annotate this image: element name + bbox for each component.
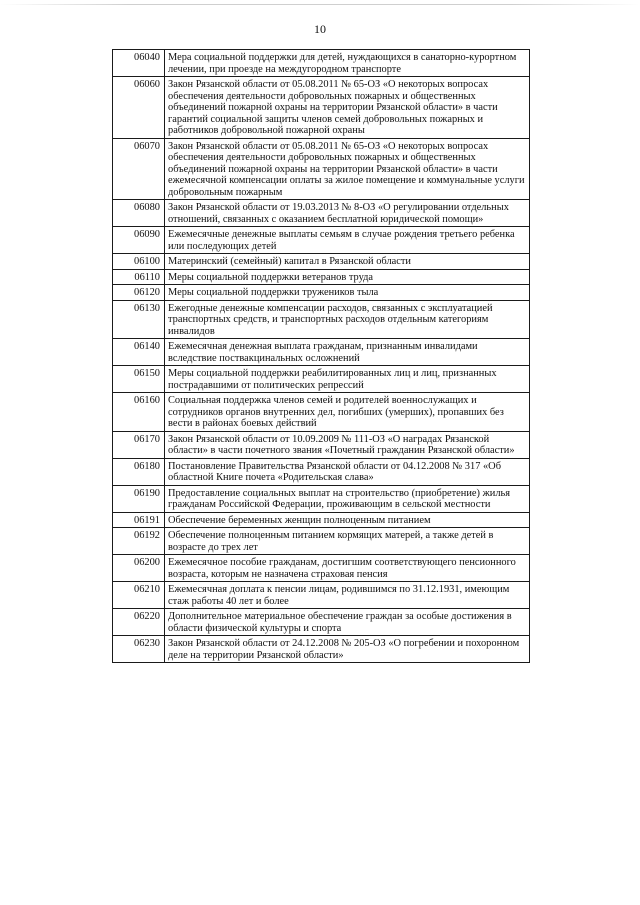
row-description: Ежемесячная доплата к пенсии лицам, родившимся по 31.12.1931, имеющим стаж работы 40 лет и более <box>165 582 530 609</box>
row-description: Предоставление социальных выплат на строительство (приобретение) жилья гражданам Российской Федерации, проживающим в сельской местности <box>165 485 530 512</box>
table-row <box>113 485 530 512</box>
row-description: Социальная поддержка членов семей и родителей военнослужащих и сотрудников органов внутренних дел, погибших (умерших), пропавших без вести в районах боевых действий <box>165 393 530 432</box>
table-row <box>113 582 530 609</box>
row-code: 06180 <box>113 458 165 485</box>
row-code: 06140 <box>113 339 165 366</box>
row-code: 06230 <box>113 636 165 663</box>
row-description: Обеспечение полноценным питанием кормящих матерей, а также детей в возрасте до трех лет <box>165 528 530 555</box>
row-description: Постановление Правительства Рязанской области от 04.12.2008 № 317 «Об областной Книге почета «Родительская слава» <box>165 458 530 485</box>
table-row <box>113 609 530 636</box>
table-row <box>113 300 530 339</box>
row-code: 06130 <box>113 300 165 339</box>
page-number: 10 <box>314 22 326 36</box>
row-description: Обеспечение беременных женщин полноценным питанием <box>165 512 530 528</box>
table-row <box>113 50 530 77</box>
row-description: Материнский (семейный) капитал в Рязанской области <box>165 254 530 270</box>
row-code: 06192 <box>113 528 165 555</box>
table-row <box>113 431 530 458</box>
table-row <box>113 555 530 582</box>
row-code: 06060 <box>113 77 165 139</box>
row-code: 06190 <box>113 485 165 512</box>
row-code: 06040 <box>113 50 165 77</box>
table-row <box>113 339 530 366</box>
row-code: 06110 <box>113 269 165 285</box>
row-code: 06100 <box>113 254 165 270</box>
row-code: 06210 <box>113 582 165 609</box>
row-description: Закон Рязанской области от 19.03.2013 № 8-ОЗ «О регулировании отдельных отношений, связанных с оказанием бесплатной юридической помощи» <box>165 200 530 227</box>
table-row <box>113 636 530 663</box>
table-row <box>113 269 530 285</box>
table-row <box>113 366 530 393</box>
row-code: 06220 <box>113 609 165 636</box>
row-description: Закон Рязанской области от 05.08.2011 № 65-ОЗ «О некоторых вопросах обеспечения деятельности добровольных пожарных и общественных объединений пожарной охраны на территории Рязанской области» в части ежемесячной компенсации оплаты за жилое помещение и коммунальные услуги добровольным пожарным <box>165 138 530 200</box>
table-row <box>113 393 530 432</box>
table-row <box>113 528 530 555</box>
row-code: 06070 <box>113 138 165 200</box>
row-description: Закон Рязанской области от 10.09.2009 № 111-ОЗ «О наградах Рязанской области» в части почетного звания «Почетный гражданин Рязанской области» <box>165 431 530 458</box>
table-row <box>113 512 530 528</box>
table-row <box>113 138 530 200</box>
row-description: Ежегодные денежные компенсации расходов, связанных с эксплуатацией транспортных средств, и транспортных расходов отдельным категориям инвалидов <box>165 300 530 339</box>
row-code: 06170 <box>113 431 165 458</box>
row-code: 06090 <box>113 227 165 254</box>
row-description: Ежемесячное пособие гражданам, достигшим соответствующего пенсионного возраста, которым не назначена страховая пенсия <box>165 555 530 582</box>
table-row <box>113 254 530 270</box>
row-description: Меры социальной поддержки тружеников тыла <box>165 285 530 301</box>
row-description: Закон Рязанской области от 24.12.2008 № 205-ОЗ «О погребении и похоронном деле на территории Рязанской области» <box>165 636 530 663</box>
table-row <box>113 458 530 485</box>
row-description: Мера социальной поддержки для детей, нуждающихся в санаторно-курортном лечении, при проезде на междугородном транспорте <box>165 50 530 77</box>
row-code: 06120 <box>113 285 165 301</box>
table-body <box>113 50 530 663</box>
row-description: Меры социальной поддержки ветеранов труда <box>165 269 530 285</box>
table-row <box>113 285 530 301</box>
row-description: Дополнительное материальное обеспечение граждан за особые достижения в области физической культуры и спорта <box>165 609 530 636</box>
row-description: Меры социальной поддержки реабилитированных лиц и лиц, признанных пострадавшими от политических репрессий <box>165 366 530 393</box>
budget-codes-table <box>112 49 530 663</box>
row-code: 06200 <box>113 555 165 582</box>
row-description: Ежемесячная денежная выплата гражданам, признанным инвалидами вследствие поствакцинальных осложнений <box>165 339 530 366</box>
row-code: 06080 <box>113 200 165 227</box>
row-code: 06160 <box>113 393 165 432</box>
row-description: Ежемесячные денежные выплаты семьям в случае рождения третьего ребенка или последующих детей <box>165 227 530 254</box>
row-description: Закон Рязанской области от 05.08.2011 № 65-ОЗ «О некоторых вопросах обеспечения деятельности добровольных пожарных и общественных объединений пожарной охраны на территории Рязанской области» в части гарантий социальной защиты членов семей добровольных пожарных и работников добровольной пожарной охраны <box>165 77 530 139</box>
scan-edge-line <box>0 4 640 5</box>
row-code: 06150 <box>113 366 165 393</box>
table-row <box>113 77 530 139</box>
row-code: 06191 <box>113 512 165 528</box>
table-row <box>113 200 530 227</box>
table-row <box>113 227 530 254</box>
